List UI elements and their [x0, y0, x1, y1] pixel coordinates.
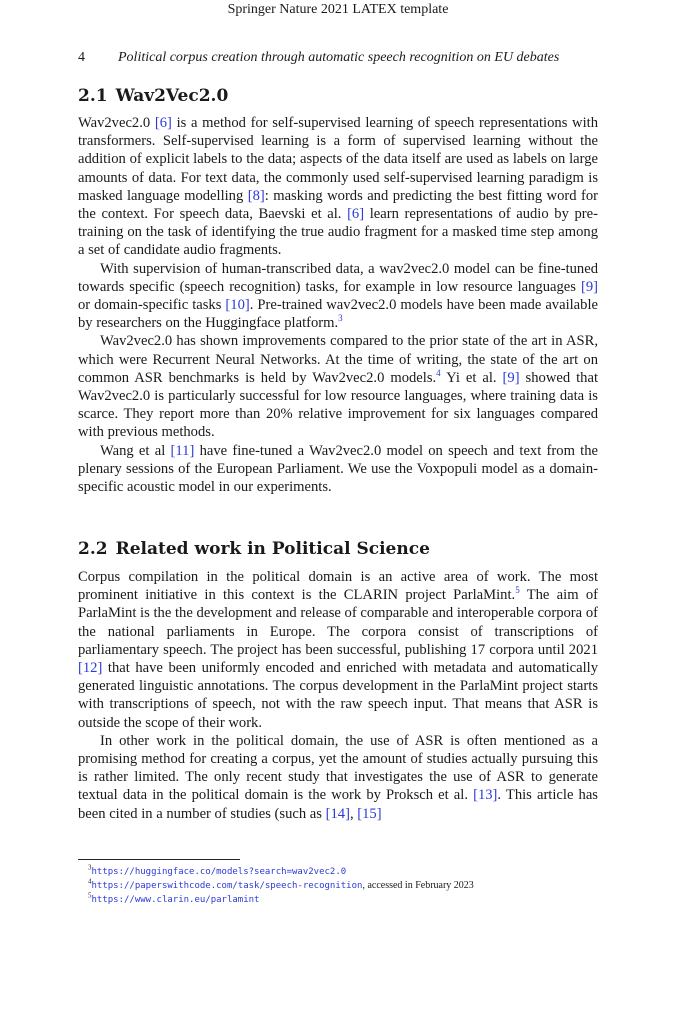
footnote: $^4$https://paperswithcode.com/task/speech-recognition, accessed in February 2023 — [88, 877, 474, 891]
paragraph: Wav2vec2.0 has shown improvements compared to the prior state of the art in ASR, which were Recurrent Neural Networks. At the time of writing, the state of the art on common ASR benchmarks is held by Wav2vec2.0 models.$^4$ Yi et al. [9] showed that Wav2vec2.0 is particularly successful for low resource languages, where training data is scarce. They report more than 20% relative improvement for six languages compared with previous methods. — [78, 333, 598, 441]
citation-link[interactable]: [6] — [347, 206, 365, 223]
footnote-link[interactable]: https://huggingface.co/models?search=wav2vec2.0 — [91, 867, 347, 877]
section-heading-wav2vec — [78, 86, 228, 106]
footnote-divider — [78, 859, 240, 860]
citation-link[interactable]: [12] — [78, 660, 103, 677]
citation-link[interactable]: [9] — [580, 278, 598, 295]
template-banner: Springer Nature 2021 LATEX template — [227, 2, 449, 17]
citation-link[interactable]: [10] — [225, 297, 250, 314]
section-body-related-work — [78, 568, 598, 823]
footnote-link[interactable]: https://www.clarin.eu/parlamint — [91, 895, 260, 905]
paragraph: Wang et al [11] have fine-tuned a Wav2vec2.0 model on speech and text from the plenary sessions of the European Parliament. We use the Voxpopuli model as a domain-specific acoustic model in our experiments. — [78, 442, 599, 496]
paragraph: Corpus compilation in the political domain is an active area of work. The most prominent initiative in this context is the CLARIN project ParlaMint.$^5$ The aim of ParlaMint is the the development and release of comparable and interoperable corpora of the national parliaments in Europe. The corpora consist of transcriptions of parliamentary speech. The project has been successful, publishing 17 corpora until 2021 [12] that have been uniformly encoded and enriched with metadata and automatically generated linguistic annotations. The corpus development in the ParlaMint project starts with transcriptions of speech, not with the raw speech input. That means that ASR is outside the scope of their work. — [78, 569, 598, 731]
section-number: 2.1 — [78, 86, 108, 106]
citation-link[interactable]: [8] — [247, 187, 265, 204]
citation-link[interactable]: [6] — [154, 115, 172, 131]
footnote-link[interactable]: https://paperswithcode.com/task/speech-recognition — [91, 881, 363, 891]
section-heading-related-work — [78, 539, 430, 559]
footnote: $^3$https://huggingface.co/models?search=wav2vec2.0 — [88, 863, 347, 877]
section-number: 2.2 — [78, 539, 108, 559]
citation-link[interactable]: [15] — [357, 805, 382, 822]
footnote: $^5$https://www.clarin.eu/parlamint — [88, 891, 260, 905]
footnote-marker[interactable]: 3 — [338, 313, 343, 324]
section-title: Related work in Political Science — [115, 539, 430, 559]
paragraph: In other work in the political domain, the use of ASR is often mentioned as a promising method for creating a corpus, yet the amount of studies actually pursuing this is rather limited. The only recent study that investigates the use of ASR to generate textual data in the political domain is the work by Proksch et al. [13]. This article has been cited in a number of studies (such as [14], [15] — [78, 732, 598, 822]
paragraph: With supervision of human-transcribed data, a wav2vec2.0 model can be fine-tuned towards specific (speech recognition) tasks, for example in low resource languages [9] or domain-specific tasks [10]. Pre-trained wav2vec2.0 models have been made available by researchers on the Huggingface platform.$^3$ — [78, 260, 598, 332]
paragraph: Wav2vec2.0 [6] is a method for self-supervised learning of speech representations with transformers. Self-supervised learning is a form of supervised learning without the addition of explicit labels to the data; aspects of the data itself are used as labels on large amounts of data. For text data, the commonly used self-supervised learning paradigm is masked language modelling [8]: masking words and predicting the best fitting word for the context. For speech data, Baevski et al. [6] learn representations of audio by pre-training on the task of identifying the true audio fragment for a masked time step among a set of candidate audio fragments. — [78, 115, 598, 259]
citation-link[interactable]: [13] — [473, 787, 498, 804]
section-body-wav2vec — [78, 114, 598, 496]
footnote-marker[interactable]: 4 — [436, 367, 441, 378]
citation-link[interactable]: [11] — [170, 442, 195, 459]
running-header — [78, 50, 618, 66]
running-title: Political corpus creation through automatic speech recognition on EU debates — [118, 50, 560, 65]
page-number: 4 — [78, 50, 85, 65]
footnote-marker[interactable]: 5 — [515, 585, 520, 596]
section-title: Wav2Vec2.0 — [115, 86, 229, 106]
citation-link[interactable]: [9] — [502, 369, 520, 386]
citation-link[interactable]: [14] — [325, 805, 350, 822]
